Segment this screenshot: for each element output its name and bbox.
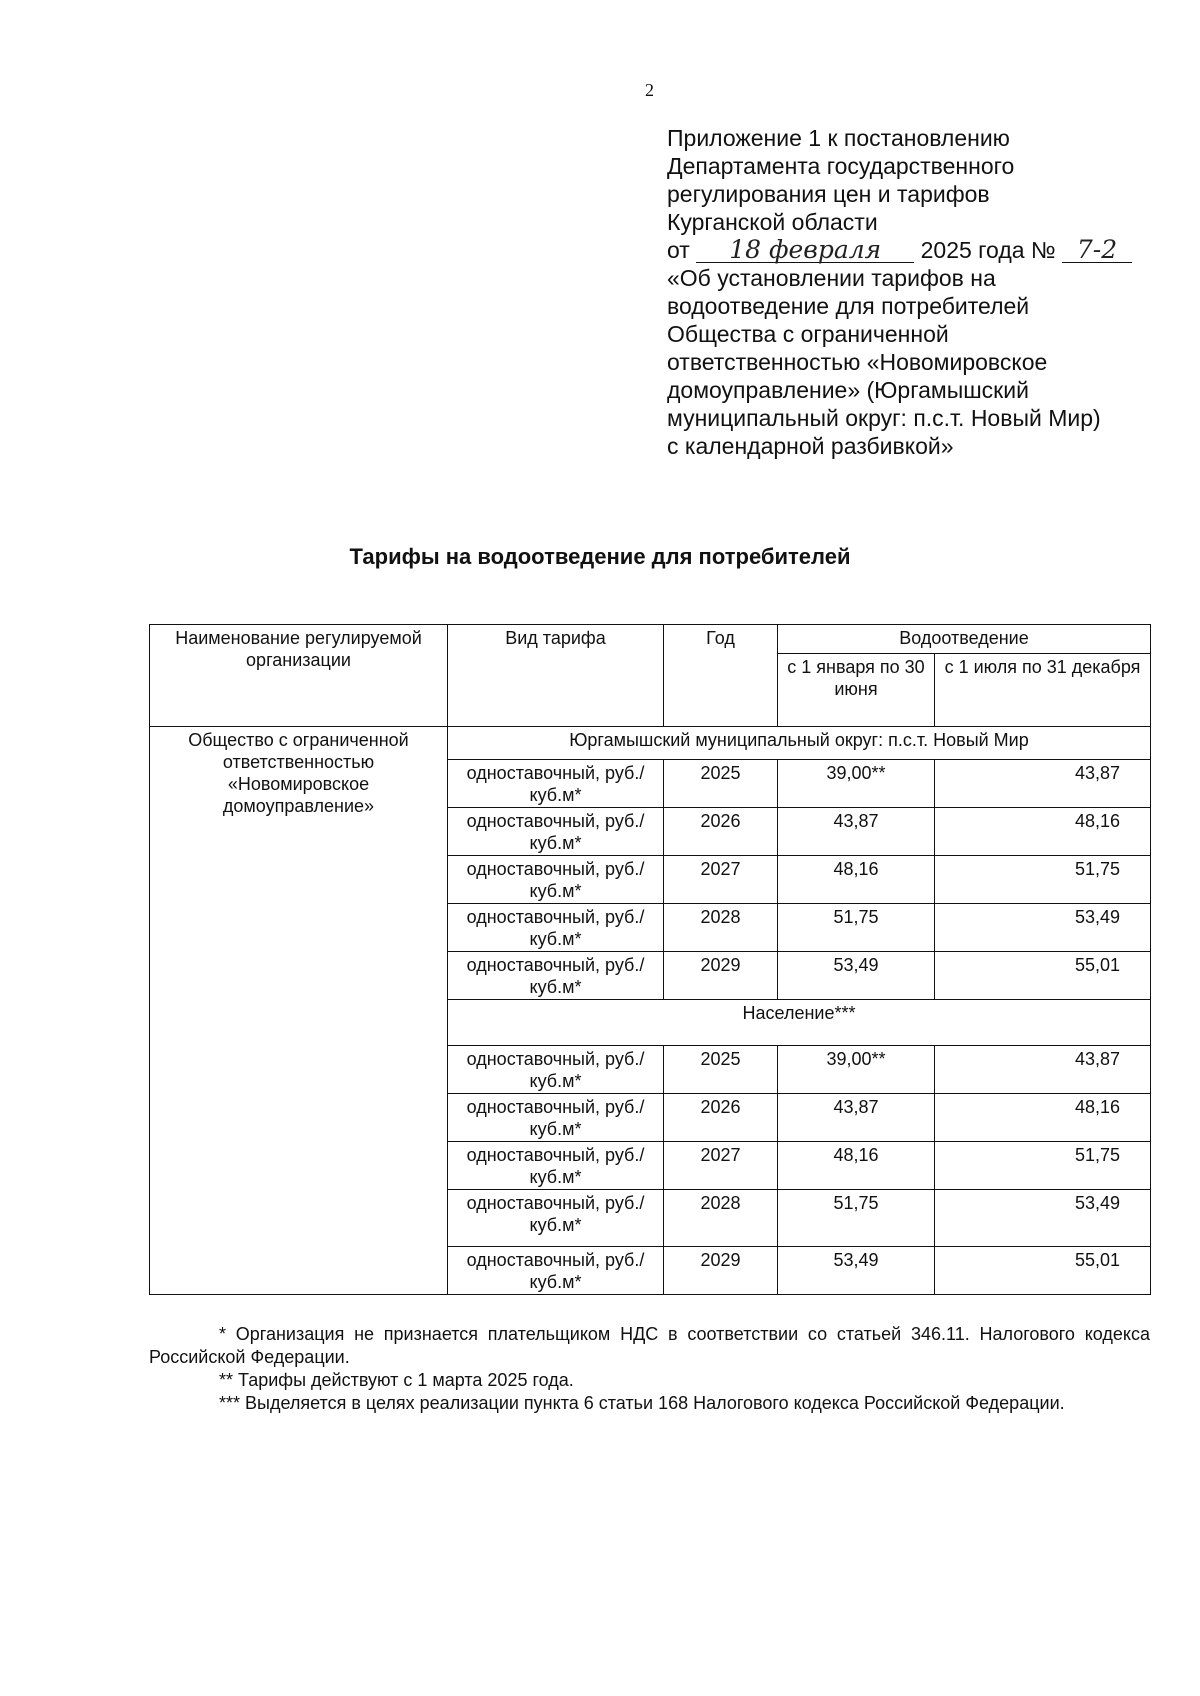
footnotes	[149, 1323, 1150, 1415]
period2-cell: 51,75	[935, 856, 1151, 904]
annex-line: Приложение 1 к постановлению	[667, 125, 1010, 151]
period1-cell: 48,16	[778, 856, 935, 904]
year-cell: 2028	[664, 904, 778, 952]
year-cell: 2025	[664, 1046, 778, 1094]
section-row	[150, 727, 1151, 760]
tariff-type-cell: одноставочный, руб./куб.м*	[448, 760, 664, 808]
annex-line: «Об установлении тарифов на	[667, 265, 996, 291]
tariff-type-cell: одноставочный, руб./куб.м*	[448, 1094, 664, 1142]
period1-cell: 51,75	[778, 1190, 935, 1247]
period2-cell: 43,87	[935, 1046, 1151, 1094]
annex-date-line	[667, 236, 1167, 264]
period1-cell: 51,75	[778, 904, 935, 952]
tariff-type-cell: одноставочный, руб./куб.м*	[448, 1247, 664, 1295]
document-title: Тарифы на водоотведение для потребителей	[349, 544, 851, 569]
footnote-1: * Организация не признается плательщиком НДС в соответствии со статьей 346.11. Налогового кодекса Российской Федерации.	[149, 1324, 1150, 1367]
tariff-type-cell: одноставочный, руб./куб.м*	[448, 904, 664, 952]
period2-cell: 43,87	[935, 760, 1151, 808]
annex-line: Курганской области	[667, 209, 878, 235]
tariff-type-cell: одноставочный, руб./куб.м*	[448, 808, 664, 856]
header-tariff-type: Вид тарифа	[448, 625, 664, 727]
period2-cell: 53,49	[935, 904, 1151, 952]
period2-cell: 48,16	[935, 1094, 1151, 1142]
header-year: Год	[664, 625, 778, 727]
annex-line: с календарной разбивкой»	[667, 433, 954, 459]
year-cell: 2029	[664, 1247, 778, 1295]
period2-cell: 55,01	[935, 952, 1151, 1000]
tariff-type-cell: одноставочный, руб./куб.м*	[448, 1142, 664, 1190]
table-header-row	[150, 625, 1151, 654]
annex-line: Общества с ограниченной	[667, 321, 949, 347]
annex-line: Департамента государственного	[667, 153, 1015, 179]
annex-line: муниципальный округ: п.с.т. Новый Мир)	[667, 405, 1101, 431]
annex-line: домоуправление» (Юргамышский	[667, 377, 1029, 403]
year-cell: 2025	[664, 760, 778, 808]
header-period-1: с 1 января по 30 июня	[778, 654, 935, 727]
year-cell: 2028	[664, 1190, 778, 1247]
handwritten-date: 18 февраля	[696, 238, 914, 263]
footnote-2: ** Тарифы действуют с 1 марта 2025 года.	[219, 1370, 574, 1390]
period1-cell: 43,87	[778, 808, 935, 856]
section-title: Население***	[448, 1000, 1151, 1046]
annex-line: регулирования цен и тарифов	[667, 181, 990, 207]
period1-cell: 43,87	[778, 1094, 935, 1142]
handwritten-number: 7-2	[1062, 238, 1132, 263]
tariff-table	[149, 624, 1151, 1295]
footnote-3: *** Выделяется в целях реализации пункта 6 статьи 168 Налогового кодекса Российской Федерации.	[219, 1393, 1065, 1413]
year-cell: 2029	[664, 952, 778, 1000]
year-cell: 2027	[664, 1142, 778, 1190]
period2-cell: 53,49	[935, 1190, 1151, 1247]
header-period-2: с 1 июля по 31 декабря	[935, 654, 1151, 727]
year-cell: 2026	[664, 808, 778, 856]
tariff-type-cell: одноставочный, руб./куб.м*	[448, 952, 664, 1000]
header-org: Наименование регулируемой организации	[150, 625, 448, 727]
period1-cell: 39,00**	[778, 1046, 935, 1094]
year-cell: 2026	[664, 1094, 778, 1142]
page-number: 2	[645, 80, 654, 100]
tariff-type-cell: одноставочный, руб./куб.м*	[448, 1046, 664, 1094]
period1-cell: 48,16	[778, 1142, 935, 1190]
header-group: Водоотведение	[778, 625, 1151, 654]
period1-cell: 53,49	[778, 952, 935, 1000]
year-text: 2025 года №	[920, 237, 1056, 263]
period2-cell: 48,16	[935, 808, 1151, 856]
org-name: Общество с ограниченной ответственностью «Новомировское домоуправление»	[150, 727, 448, 1295]
tariff-type-cell: одноставочный, руб./куб.м*	[448, 1190, 664, 1247]
period1-cell: 53,49	[778, 1247, 935, 1295]
period1-cell: 39,00**	[778, 760, 935, 808]
annex-line: ответственностью «Новомировское	[667, 349, 1048, 375]
date-prefix: от	[667, 237, 690, 263]
tariff-type-cell: одноставочный, руб./куб.м*	[448, 856, 664, 904]
year-cell: 2027	[664, 856, 778, 904]
section-title: Юргамышский муниципальный округ: п.с.т. Новый Мир	[448, 727, 1151, 760]
period2-cell: 55,01	[935, 1247, 1151, 1295]
annex-heading	[667, 124, 1167, 460]
period2-cell: 51,75	[935, 1142, 1151, 1190]
annex-line: водоотведение для потребителей	[667, 293, 1030, 319]
